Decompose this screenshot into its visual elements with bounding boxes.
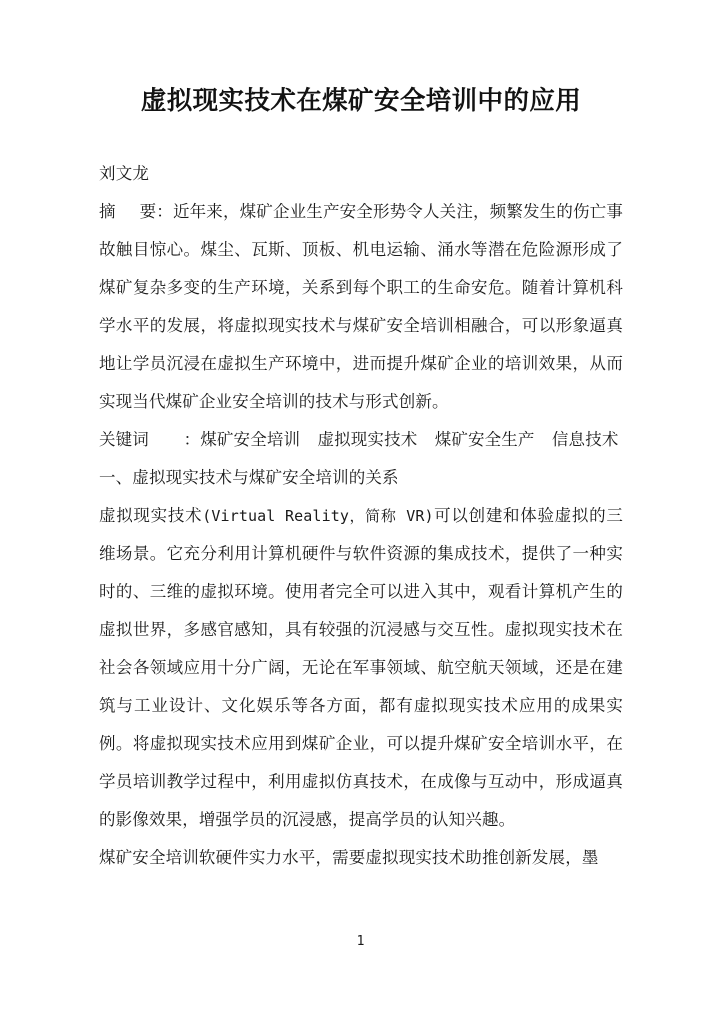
keyword-item-0: 煤矿安全培训 xyxy=(200,430,301,449)
paragraph-segment-cjk-2: 可以创建和体验虚拟的三维场景。它充分利用计算机硬件与软件资源的集成技术，提供了一种实时的、三维的虚拟环境。使用者完全可以进入其中，观看计算机产生的虚拟世界，多感官感知，具有较强的沉浸感与交互性。虚拟现实技术在社会各领域应用十分广阔，无论在军事领域、航空航天领域，还是在建筑与工业设计、文化娱乐等各方面，都有虚拟现实技术应用的成果实例。将虚拟现实技术应用到煤矿企业，可以提升煤矿安全培训水平，在学员培训教学过程中，利用虚拟仿真技术，在成像与互动中，形成逼真的影像效果，增强学员的沉浸感，提高学员的认知兴趣。 xyxy=(99,506,623,829)
page-number: 1 xyxy=(356,934,365,949)
author-name: 刘文龙 xyxy=(99,164,150,183)
section-1-paragraph-2 xyxy=(99,839,623,877)
paragraph-segment-cjk: 虚拟现实技术 xyxy=(99,506,203,525)
abstract-text: 近年来，煤矿企业生产安全形势令人关注，频繁发生的伤亡事故触目惊心。煤尘、瓦斯、顶板、机电运输、涌水等潜在危险源形成了煤矿复杂多变的生产环境，关系到每个职工的生命安危。随着计算机科学水平的发展，将虚拟现实技术与煤矿安全培训相融合，可以形象逼真地让学员沉浸在虚拟生产环境中，进而提升煤矿企业的培训效果，从而实现当代煤矿企业安全培训的技术与形式创新。 xyxy=(99,202,623,411)
abstract-label-second: 要 xyxy=(139,202,157,221)
page-title: 虚拟现实技术在煤矿安全培训中的应用 xyxy=(140,86,582,115)
section-heading-1: 一、虚拟现实技术与煤矿安全培训的关系 xyxy=(99,468,399,487)
paragraph-segment-latin: (Virtual Reality，简称 VR) xyxy=(202,507,434,525)
page-content xyxy=(99,0,623,877)
keywords-label: 关键词 xyxy=(99,430,149,449)
abstract-colon: ： xyxy=(156,202,173,221)
keyword-item-3: 信息技术 xyxy=(551,430,619,449)
abstract-label-first: 摘 xyxy=(99,202,116,221)
keywords-paragraph xyxy=(99,421,623,459)
abstract-paragraph xyxy=(99,193,623,421)
section-1-paragraph-1 xyxy=(99,497,623,839)
keyword-item-1: 虚拟现实技术 xyxy=(317,430,418,449)
keywords-colon: ： xyxy=(183,430,201,449)
keyword-item-2: 煤矿安全生产 xyxy=(434,430,535,449)
paragraph-segment-cjk-3: 煤矿安全培训软硬件实力水平，需要虚拟现实技术助推创新发展，墨 xyxy=(99,848,599,867)
